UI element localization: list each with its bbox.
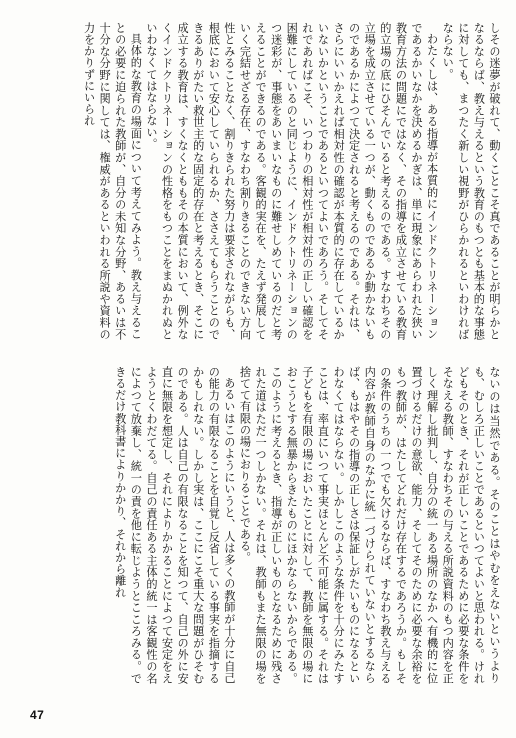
upper-paragraph: しその迷夢が破れて、動くことこそ真であることが明らかとなるならば、教え与えるという教育のもつとも基本的な事態に対しても、まつたく新しい視野がひらかれるといわければならない。 — [441, 22, 501, 340]
page-number: 47 — [30, 708, 45, 722]
upper-paragraph: わたくしは、ある指導が本質的にインドクトリネーションであるかいなかを決めるかぎは、単に現象にあらわれた狭い教育方法の問題にではなく、その指導を成立させている教育的立場の底にひそんでいると考えるのである。すなわちその立場を成立させている一つが、動くものであるか動かないものであるかによつて決定されると考えるのである。それは、さらにいいかえれば相対性の確認が本質的に存在しているかいないかということであるといつてよいであろう。そしてそれであればこそ、いつわりの相対性が相対性の正しい確認を困難にしているのと同じように、インドクトリネーションのつ迷彩が、事態をあいまいなものに難せしめているのだと考えることができるのである。客観的実在を、たえず発展していく完結せざる存在、すなわち割りきることのできない方向性とみることなく、割りきられた努力は要求されながらも、根底において安心していられるか、ささえてもらうことのできるありがたい救世主的な固定的存在と考えるとき、そこに成立する教育は、すくなくとももその本質において、例外なくインドクトリネーションの性格をもつことをまぬかれぬといわなくてはならない。 — [144, 22, 439, 340]
upper-vertical-text — [14, 22, 502, 340]
lower-text-band — [14, 366, 502, 684]
lower-paragraph: ないのは当然である。そのことはやむをえないというよりも、むしろ正しいことであるといつてよいと思われる。けれどもそのとき、それが正しいことであるために必要な条件をそなえる教師、すなわちその与える所説資料のもつ内容を正しく理解し批判し、自分の統一ある場所のなかへ有機的に位置づけるだけの意欲、能力、そしてそのために必要な余裕をもつ教師が、はたしてどれだけ存在するであろうか。もしその条件のうちの一つでも欠けるならば、すなわち教え与える内容が教師自身のなかに統一づけられていないとするならば、もはやその指導の正しさは保証しがたいものになるといわなくてはならない。しかしこのような条件を十分にみたすことは、率直にいつて事実ほとんど不可能に属する。それは子どもを有限の場においたことに対して、教師を無限の場におこうとする無暴からきたものにほかならないからである。このように考えるとき、指導が正しいものとなるために残された道はただ一つしかない。それは、教師もまた無限の場を捨てて有限の場におりることである。 — [238, 366, 501, 684]
lower-paragraph: あるいはこのようにいうと、人は多くの教師が十分に自己の能力の有限なることを自覚し反省している事実を指摘するかもしれない。しかし実は、ここにこそ重大な問題がひそむのである。人は自己の有限なることを知つて、自己の外に安直に無限を想定し、それによりかかることによつて安定をえようとくわだてる。自己の責任ある主体的統一は客観性の名によつて放棄し、統一の責を他に転じようとこころみる。できるだけ教科書によりかかり、それから離れ — [113, 366, 236, 684]
lower-vertical-text — [14, 366, 502, 684]
upper-paragraph: 具体的な教育の場面について考えてみよう。教え与えることの必要に迫られた教師が、自分の未知な分野、あるいは不十分な分野に関しては、権威があるといわれる所説や資料の力をかりずにいられ — [82, 22, 143, 340]
upper-text-band — [14, 22, 502, 340]
